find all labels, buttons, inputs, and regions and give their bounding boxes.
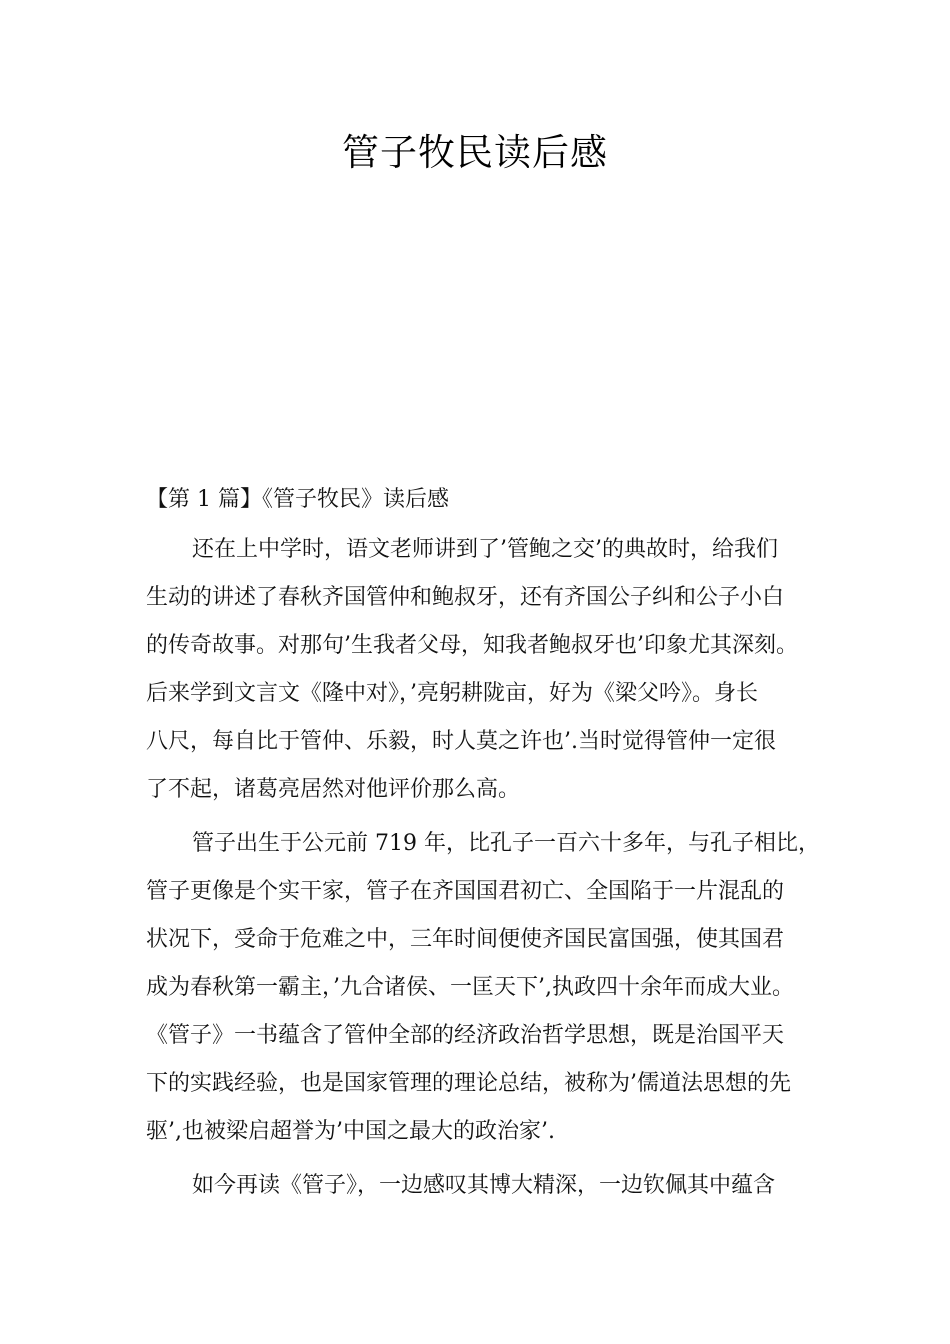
text-line: 下的实践经验，也是国家管理的理论总结，被称为’儒道法思想的先 xyxy=(146,1071,791,1096)
text-line: 后来学到文言文《隆中对》，’亮躬耕陇亩，好为《梁父吟》。身长 xyxy=(146,681,758,706)
text-line: 了不起，诸葛亮居然对他评价那么高。 xyxy=(146,777,521,802)
text-line: 《管子》一书蕴含了管仲全部的经济政治哲学思想，既是治国平天 xyxy=(146,1023,785,1048)
paragraph-1 xyxy=(146,520,816,814)
article-body xyxy=(146,480,820,1210)
section-heading: 【第 1 篇】《管子牧民》读后感 xyxy=(146,487,449,512)
text-line: 驱’,也被梁启超誉为’中国之最大的政治家’. xyxy=(146,1119,555,1144)
text-line: 如今再读《管子》，一边感叹其博大精深，一边钦佩其中蕴含 xyxy=(192,1173,776,1198)
text-line: 成为春秋第一霸主，’九合诸侯、一匡天下’,执政四十余年而成大业。 xyxy=(146,975,794,1000)
text-line: 状况下，受命于危难之中，三年时间便使齐国民富国强，使其国君 xyxy=(146,927,785,952)
text-line: 管子更像是个实干家，管子在齐国国君初亡、全国陷于一片混乱的 xyxy=(146,879,785,904)
text-line: 生动的讲述了春秋齐国管仲和鲍叔牙，还有齐国公子纠和公子小白 xyxy=(146,585,785,610)
text-line: 管子出生于公元前 719 年，比孔子一百六十多年，与孔子相比， xyxy=(192,831,820,856)
text-line: 还在上中学时，语文老师讲到了’管鲍之交’的典故时，给我们 xyxy=(192,537,778,562)
document-title: 管子牧民读后感 xyxy=(342,131,608,174)
text-line: 的传奇故事。对那句’生我者父母，知我者鲍叔牙也’印象尤其深刻。 xyxy=(146,633,798,658)
text-line: 八尺，每自比于管仲、乐毅，时人莫之许也’.当时觉得管仲一定很 xyxy=(146,729,776,754)
paragraph-2 xyxy=(146,814,820,1156)
paragraph-3 xyxy=(146,1156,816,1210)
